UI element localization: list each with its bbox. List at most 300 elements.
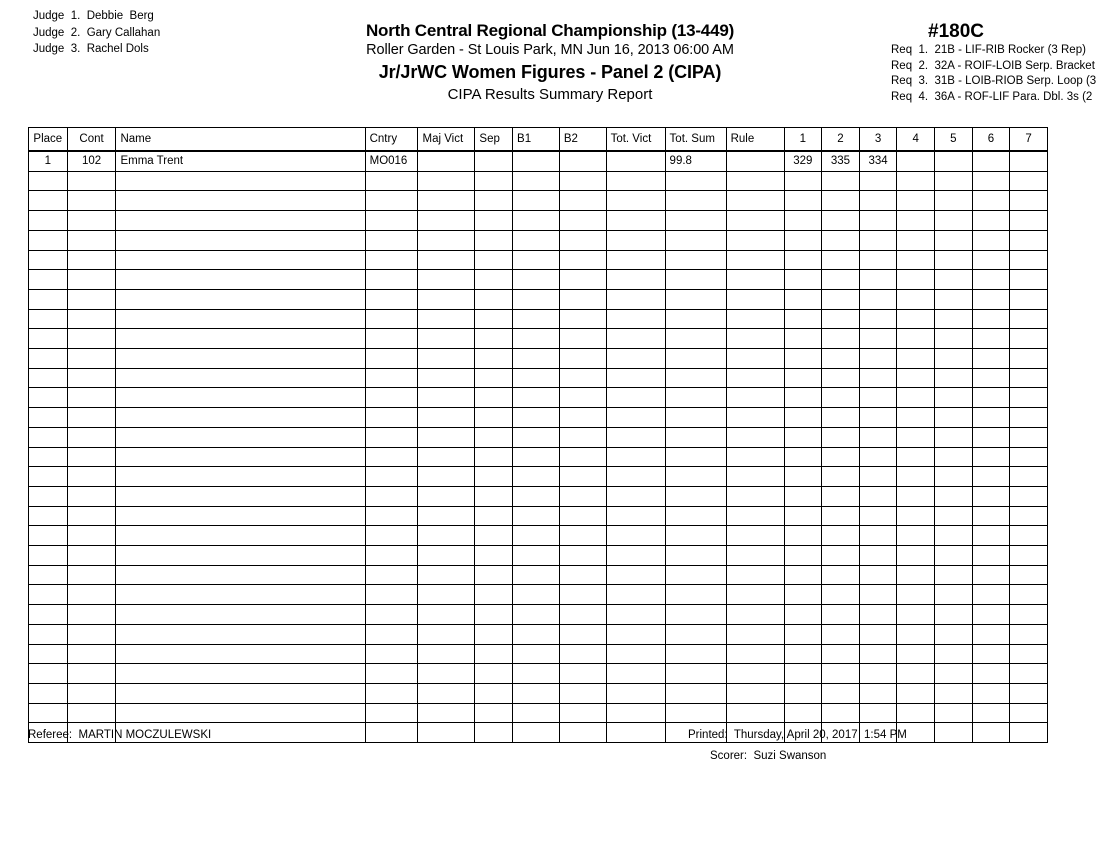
cell-tot_sum <box>665 703 726 723</box>
cell-cntry <box>365 486 418 506</box>
cell-cont <box>67 289 116 309</box>
cell-tot_vict <box>606 703 665 723</box>
cell-b1 <box>513 506 560 526</box>
cell-j3 <box>859 171 897 191</box>
cell-j3 <box>859 546 897 566</box>
table-row-empty[interactable] <box>29 664 1048 684</box>
cell-place <box>29 467 68 487</box>
judges-list <box>33 8 160 58</box>
cell-cont <box>67 683 116 703</box>
table-row-empty[interactable] <box>29 585 1048 605</box>
cell-b2 <box>559 467 606 487</box>
cell-j2 <box>822 624 860 644</box>
table-row-empty[interactable] <box>29 250 1048 270</box>
cell-place <box>29 605 68 625</box>
column-header-cont: Cont <box>67 128 116 152</box>
cell-j5 <box>935 388 973 408</box>
cell-tot_vict <box>606 408 665 428</box>
cell-j1 <box>784 191 822 211</box>
cell-j2 <box>822 349 860 369</box>
cell-rule <box>726 211 784 231</box>
cell-j5 <box>935 349 973 369</box>
table-row-empty[interactable] <box>29 546 1048 566</box>
cell-rule <box>726 703 784 723</box>
cell-cont <box>67 270 116 290</box>
cell-maj_vict <box>418 447 475 467</box>
cell-j7 <box>1010 624 1048 644</box>
cell-sep <box>475 427 513 447</box>
cell-rule <box>726 151 784 171</box>
cell-place <box>29 624 68 644</box>
cell-j5 <box>935 683 973 703</box>
cell-b2 <box>559 624 606 644</box>
cell-sep <box>475 703 513 723</box>
cell-j6 <box>972 191 1010 211</box>
cell-j2 <box>822 309 860 329</box>
cell-j6 <box>972 526 1010 546</box>
cell-j2 <box>822 703 860 723</box>
cell-sep <box>475 644 513 664</box>
cell-b2 <box>559 683 606 703</box>
cell-cntry <box>365 664 418 684</box>
cell-j1 <box>784 683 822 703</box>
cell-cont <box>67 585 116 605</box>
cell-j7 <box>1010 683 1048 703</box>
column-header-maj-vict: Maj Vict <box>418 128 475 152</box>
cell-cont <box>67 486 116 506</box>
cell-j4 <box>897 565 935 585</box>
cell-name <box>116 447 365 467</box>
cell-cntry <box>365 703 418 723</box>
cell-cntry <box>365 526 418 546</box>
cell-j4 <box>897 486 935 506</box>
cell-name <box>116 349 365 369</box>
cell-tot_sum <box>665 309 726 329</box>
cell-j2: 335 <box>822 151 860 171</box>
cell-b2 <box>559 230 606 250</box>
cell-j5 <box>935 368 973 388</box>
cell-tot_vict <box>606 546 665 566</box>
cell-cont <box>67 349 116 369</box>
cell-sep <box>475 289 513 309</box>
report-title-block <box>270 20 830 105</box>
cell-sep <box>475 329 513 349</box>
column-header-sep: Sep <box>475 128 513 152</box>
cell-place <box>29 526 68 546</box>
cell-tot_sum <box>665 664 726 684</box>
cell-cont <box>67 388 116 408</box>
requirement-line: Req 4. 36A - ROF-LIF Para. Dbl. 3s (2 <box>891 90 1093 103</box>
cell-rule <box>726 388 784 408</box>
cell-b1 <box>513 329 560 349</box>
cell-j7 <box>1010 171 1048 191</box>
table-row-empty[interactable] <box>29 624 1048 644</box>
cell-j7 <box>1010 546 1048 566</box>
cell-cont <box>67 191 116 211</box>
column-header-cntry: Cntry <box>365 128 418 152</box>
table-row-empty[interactable] <box>29 388 1048 408</box>
cell-rule <box>726 171 784 191</box>
table-row-empty[interactable] <box>29 683 1048 703</box>
cell-j7 <box>1010 565 1048 585</box>
cell-j2 <box>822 467 860 487</box>
cell-cntry <box>365 723 418 743</box>
cell-maj_vict <box>418 486 475 506</box>
cell-j1 <box>784 309 822 329</box>
cell-sep <box>475 723 513 743</box>
cell-sep <box>475 526 513 546</box>
cell-tot_vict <box>606 486 665 506</box>
cell-j4 <box>897 151 935 171</box>
cell-j5 <box>935 624 973 644</box>
cell-name <box>116 368 365 388</box>
cell-j4 <box>897 349 935 369</box>
cell-j6 <box>972 230 1010 250</box>
cell-sep <box>475 408 513 428</box>
table-row-empty[interactable] <box>29 703 1048 723</box>
cell-cntry <box>365 565 418 585</box>
cell-maj_vict <box>418 723 475 743</box>
cell-j6 <box>972 644 1010 664</box>
cell-b1 <box>513 309 560 329</box>
cell-sep <box>475 605 513 625</box>
cell-j3 <box>859 289 897 309</box>
cell-cntry <box>365 644 418 664</box>
cell-cont <box>67 467 116 487</box>
cell-sep <box>475 546 513 566</box>
cell-b2 <box>559 309 606 329</box>
cell-b2 <box>559 368 606 388</box>
cell-cntry <box>365 250 418 270</box>
cell-b1 <box>513 368 560 388</box>
cell-j1 <box>784 289 822 309</box>
cell-j2 <box>822 388 860 408</box>
cell-j5 <box>935 211 973 231</box>
cell-j6 <box>972 683 1010 703</box>
cell-maj_vict <box>418 270 475 290</box>
cell-tot_sum <box>665 644 726 664</box>
cell-tot_vict <box>606 526 665 546</box>
cell-rule <box>726 349 784 369</box>
cell-sep <box>475 506 513 526</box>
cell-place <box>29 546 68 566</box>
cell-tot_vict <box>606 329 665 349</box>
cell-j6 <box>972 546 1010 566</box>
cell-j6 <box>972 664 1010 684</box>
cell-j4 <box>897 230 935 250</box>
cell-rule <box>726 447 784 467</box>
cell-j2 <box>822 250 860 270</box>
table-row-empty[interactable] <box>29 467 1048 487</box>
cell-b1 <box>513 270 560 290</box>
cell-rule <box>726 289 784 309</box>
cell-j5 <box>935 467 973 487</box>
cell-j4 <box>897 447 935 467</box>
table-row-empty[interactable] <box>29 605 1048 625</box>
cell-maj_vict <box>418 506 475 526</box>
cell-j5 <box>935 664 973 684</box>
cell-j2 <box>822 211 860 231</box>
cell-j5 <box>935 329 973 349</box>
cell-j4 <box>897 624 935 644</box>
cell-j6 <box>972 349 1010 369</box>
table-row-empty[interactable] <box>29 486 1048 506</box>
cell-b1 <box>513 683 560 703</box>
cell-j2 <box>822 683 860 703</box>
cell-sep <box>475 683 513 703</box>
cell-j5 <box>935 171 973 191</box>
cell-tot_sum <box>665 565 726 585</box>
cell-b1 <box>513 151 560 171</box>
cell-j6 <box>972 388 1010 408</box>
cell-maj_vict <box>418 191 475 211</box>
cell-sep <box>475 585 513 605</box>
table-row-empty[interactable] <box>29 526 1048 546</box>
cell-maj_vict <box>418 605 475 625</box>
cell-j6 <box>972 151 1010 171</box>
cell-sep <box>475 191 513 211</box>
cell-cont <box>67 230 116 250</box>
cell-j1 <box>784 644 822 664</box>
cell-j7 <box>1010 388 1048 408</box>
cell-cont <box>67 546 116 566</box>
cell-b1 <box>513 486 560 506</box>
table-row-empty[interactable] <box>29 270 1048 290</box>
cell-cntry <box>365 683 418 703</box>
cell-place <box>29 664 68 684</box>
cell-name <box>116 408 365 428</box>
cell-j6 <box>972 368 1010 388</box>
column-header-1: 1 <box>784 128 822 152</box>
column-header-7: 7 <box>1010 128 1048 152</box>
cell-j4 <box>897 171 935 191</box>
cell-j4 <box>897 211 935 231</box>
cell-j4 <box>897 526 935 546</box>
cell-j1 <box>784 664 822 684</box>
cell-name <box>116 329 365 349</box>
cell-tot_vict <box>606 349 665 369</box>
cell-j5 <box>935 565 973 585</box>
table-row-empty[interactable] <box>29 368 1048 388</box>
cell-tot_sum <box>665 427 726 447</box>
cell-place <box>29 388 68 408</box>
event-title: Jr/JrWC Women Figures - Panel 2 (CIPA) <box>378 62 722 82</box>
cell-j3 <box>859 447 897 467</box>
cell-j3 <box>859 506 897 526</box>
cell-tot_vict <box>606 664 665 684</box>
cell-b2 <box>559 250 606 270</box>
cell-b2 <box>559 703 606 723</box>
cell-j6 <box>972 427 1010 447</box>
cell-j1 <box>784 230 822 250</box>
cell-name <box>116 467 365 487</box>
cell-tot_sum <box>665 191 726 211</box>
cell-sep <box>475 230 513 250</box>
cell-maj_vict <box>418 388 475 408</box>
column-header-5: 5 <box>935 128 973 152</box>
table-row-empty[interactable] <box>29 211 1048 231</box>
cell-j7 <box>1010 151 1048 171</box>
cell-sep <box>475 349 513 369</box>
cell-b1 <box>513 447 560 467</box>
cell-cont: 102 <box>67 151 116 171</box>
printed-timestamp: Printed: Thursday, April 20, 2017 1:54 PM <box>688 729 907 741</box>
cell-j2 <box>822 329 860 349</box>
cell-j4 <box>897 250 935 270</box>
judge-line: Judge 3. Rachel Dols <box>33 43 149 55</box>
cell-place <box>29 211 68 231</box>
cell-j5 <box>935 270 973 290</box>
column-header-2: 2 <box>822 128 860 152</box>
cell-j1 <box>784 171 822 191</box>
cell-b2 <box>559 289 606 309</box>
cell-j5 <box>935 408 973 428</box>
cell-name <box>116 250 365 270</box>
cell-cntry <box>365 447 418 467</box>
cell-j2 <box>822 585 860 605</box>
cell-j1 <box>784 624 822 644</box>
cell-b1 <box>513 250 560 270</box>
table-row-empty[interactable] <box>29 565 1048 585</box>
cell-j7 <box>1010 250 1048 270</box>
table-row[interactable] <box>29 151 1048 171</box>
cell-cont <box>67 605 116 625</box>
cell-maj_vict <box>418 585 475 605</box>
table-row-empty[interactable] <box>29 171 1048 191</box>
cell-place <box>29 565 68 585</box>
cell-tot_sum <box>665 171 726 191</box>
table-row-empty[interactable] <box>29 349 1048 369</box>
cell-b1 <box>513 526 560 546</box>
table-row-empty[interactable] <box>29 191 1048 211</box>
cell-rule <box>726 506 784 526</box>
cell-cntry <box>365 191 418 211</box>
table-row-empty[interactable] <box>29 329 1048 349</box>
cell-b2 <box>559 270 606 290</box>
cell-j1 <box>784 703 822 723</box>
cell-place <box>29 230 68 250</box>
cell-j7 <box>1010 605 1048 625</box>
cell-j1 <box>784 605 822 625</box>
cell-j2 <box>822 546 860 566</box>
cell-j1 <box>784 526 822 546</box>
cell-j2 <box>822 191 860 211</box>
cell-j1 <box>784 546 822 566</box>
cell-tot_vict <box>606 467 665 487</box>
cell-j4 <box>897 506 935 526</box>
cell-j4 <box>897 270 935 290</box>
cell-j6 <box>972 486 1010 506</box>
column-header-tot-vict: Tot. Vict <box>606 128 665 152</box>
cell-maj_vict <box>418 349 475 369</box>
cell-j7 <box>1010 467 1048 487</box>
cell-tot_vict <box>606 447 665 467</box>
cell-j3 <box>859 408 897 428</box>
cell-j1: 329 <box>784 151 822 171</box>
cell-place <box>29 349 68 369</box>
cell-b2 <box>559 723 606 743</box>
cell-b2 <box>559 191 606 211</box>
cell-j7 <box>1010 191 1048 211</box>
cell-j3 <box>859 270 897 290</box>
cell-tot_sum <box>665 211 726 231</box>
cell-j3 <box>859 349 897 369</box>
cell-j5 <box>935 250 973 270</box>
cell-place <box>29 683 68 703</box>
cell-j2 <box>822 565 860 585</box>
cell-sep <box>475 664 513 684</box>
cell-rule <box>726 526 784 546</box>
table-row-empty[interactable] <box>29 408 1048 428</box>
cell-name <box>116 585 365 605</box>
cell-sep <box>475 151 513 171</box>
cell-j5 <box>935 427 973 447</box>
cell-j3 <box>859 644 897 664</box>
cell-rule <box>726 427 784 447</box>
cell-cont <box>67 408 116 428</box>
cell-cntry <box>365 230 418 250</box>
cell-j1 <box>784 506 822 526</box>
table-row-empty[interactable] <box>29 447 1048 467</box>
cell-j4 <box>897 605 935 625</box>
cell-j3 <box>859 427 897 447</box>
table-row-empty[interactable] <box>29 644 1048 664</box>
table-row-empty[interactable] <box>29 289 1048 309</box>
table-row-empty[interactable] <box>29 506 1048 526</box>
cell-j5 <box>935 506 973 526</box>
cell-sep <box>475 467 513 487</box>
cell-rule <box>726 664 784 684</box>
cell-b2 <box>559 565 606 585</box>
cell-cntry <box>365 329 418 349</box>
cell-name: Emma Trent <box>116 151 365 171</box>
cell-tot_sum <box>665 349 726 369</box>
cell-cont <box>67 506 116 526</box>
table-row-empty[interactable] <box>29 309 1048 329</box>
cell-rule <box>726 565 784 585</box>
cell-place <box>29 427 68 447</box>
cell-j7 <box>1010 309 1048 329</box>
cell-j5 <box>935 703 973 723</box>
column-header-place: Place <box>29 128 68 152</box>
cell-b2 <box>559 506 606 526</box>
cell-name <box>116 171 365 191</box>
cell-j2 <box>822 526 860 546</box>
cell-j2 <box>822 230 860 250</box>
cell-j7 <box>1010 211 1048 231</box>
cell-j3 <box>859 230 897 250</box>
cell-j3 <box>859 486 897 506</box>
cell-b1 <box>513 388 560 408</box>
table-row-empty[interactable] <box>29 427 1048 447</box>
results-table-head <box>29 128 1048 152</box>
cell-j3 <box>859 624 897 644</box>
cell-j1 <box>784 270 822 290</box>
cell-tot_vict <box>606 427 665 447</box>
cell-j3 <box>859 585 897 605</box>
cell-place <box>29 250 68 270</box>
cell-j3 <box>859 329 897 349</box>
cell-sep <box>475 309 513 329</box>
cell-name <box>116 546 365 566</box>
cell-rule <box>726 585 784 605</box>
results-table-body <box>29 151 1048 743</box>
table-row-empty[interactable] <box>29 230 1048 250</box>
cell-cntry <box>365 270 418 290</box>
cell-tot_sum <box>665 250 726 270</box>
cell-cntry <box>365 408 418 428</box>
cell-rule <box>726 683 784 703</box>
